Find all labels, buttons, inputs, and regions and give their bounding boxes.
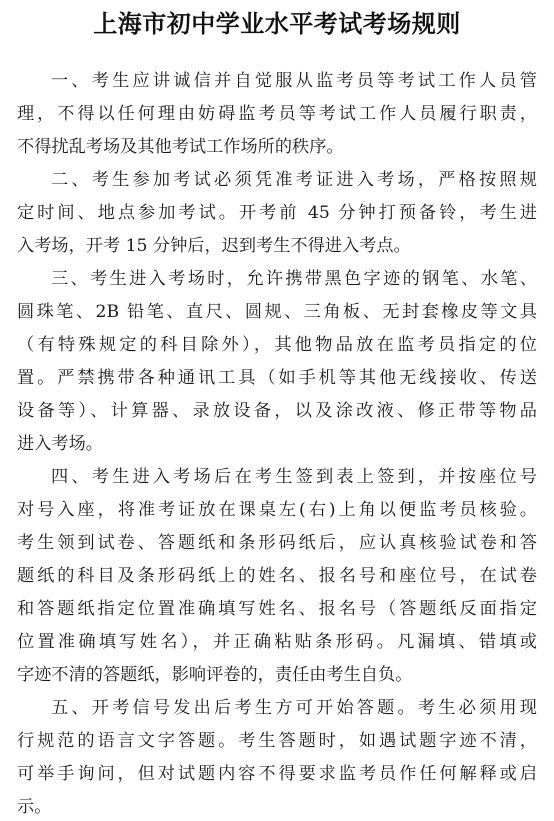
rule-3-line-1: 三、考生进入考场时，允许携带黑色字迹的钢笔、水笔、 [51,269,537,289]
rule-4-line-2: 对号入座，将准考证放在课桌左(右)上角以便监考员核验。 [17,500,537,520]
rule-5-line-3: 可举手询问，但对试题内容不得要求监考员作任何解释或启 [17,764,537,784]
rule-5-line-2: 行规范的语言文字答题。考生答题时，如遇试题字迹不清， [17,731,537,751]
rule-5-line-4: 示。 [17,797,52,817]
rule-3-line-4: 置。严禁携带各种通讯工具（如手机等其他无线接收、传送 [17,368,537,388]
rule-2-line-1: 二、考生参加考试必须凭准考证进入考场，严格按照规 [51,170,537,190]
rule-4-line-5: 和答题纸指定位置准确填写姓名、报名号（答题纸反面指定 [17,599,537,619]
rule-4-line-7: 字迹不清的答题纸，影响评卷的，责任由考生自负。 [17,665,413,685]
rule-3-line-3: （有特殊规定的科目除外），其他物品放在监考员指定的位 [17,335,537,355]
rule-4-line-6: 位置准确填写姓名），并正确粘贴条形码。凡漏填、错填或 [17,632,537,652]
rule-4-line-3: 考生领到试卷、答题纸和条形码纸后，应认真核验试卷和答 [17,533,537,553]
rule-1-line-3: 不得扰乱考场及其他考试工作场所的秩序。 [17,137,344,157]
rule-3-line-5: 设备等）、计算器、录放设备，以及涂改液、修正带等物品 [17,401,537,421]
rule-3-line-2: 圆珠笔、2B 铅笔、直尺、圆规、三角板、无封套橡皮等文具 [17,302,537,322]
rule-4-line-4: 题纸的科目及条形码纸上的姓名、报名号和座位号，在试卷 [17,566,537,586]
rule-1-line-1: 一、考生应讲诚信并自觉服从监考员等考试工作人员管 [51,71,537,91]
document-title: 上海市初中学业水平考试考场规则 [93,9,461,38]
rule-4-line-1: 四、考生进入考场后在考生签到表上签到，并按座位号 [51,467,537,487]
rule-3-line-6: 进入考场。 [17,434,103,454]
rule-2-line-2: 定时间、地点参加考试。开考前 45 分钟打预备铃，考生进 [17,203,537,223]
rule-1-line-2: 理，不得以任何理由妨碍监考员等考试工作人员履行职责， [17,104,537,124]
rule-5-line-1: 五、开考信号发出后考生方可开始答题。考生必须用现 [51,698,537,718]
rule-2-line-3: 入考场，开考 15 分钟后，迟到考生不得进入考点。 [17,236,411,256]
